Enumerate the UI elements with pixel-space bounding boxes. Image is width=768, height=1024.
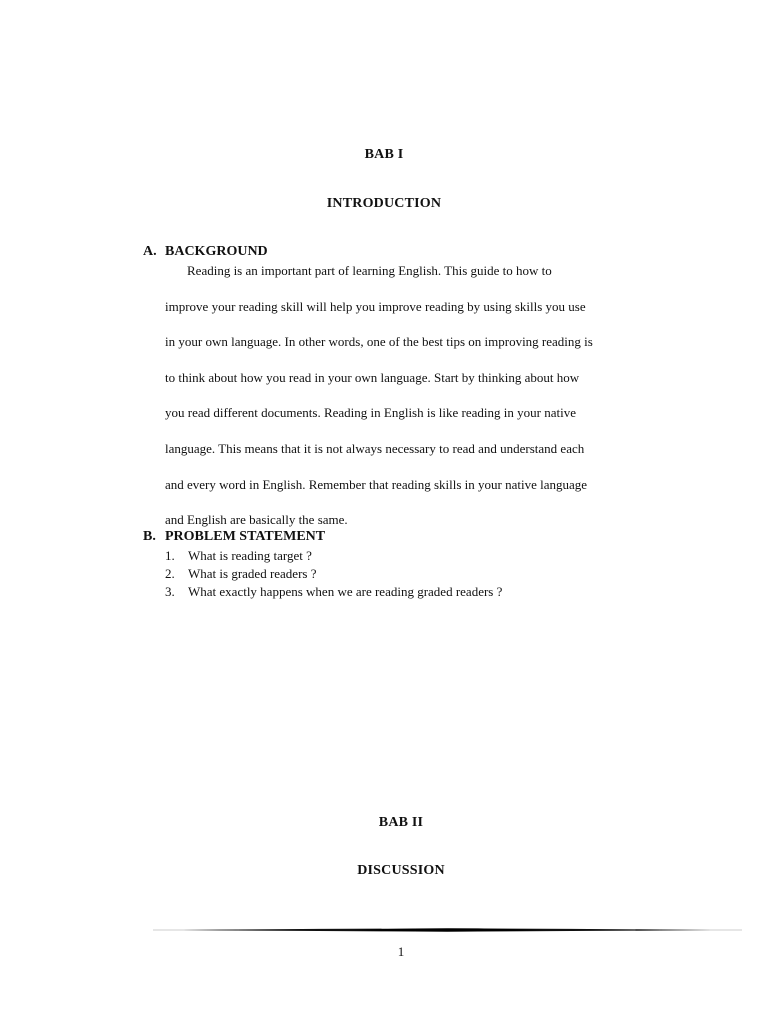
chapter-1-title: INTRODUCTION: [326, 196, 442, 211]
list-item: [165, 584, 502, 600]
section-a-heading: [143, 244, 268, 260]
section-a-title: BACKGROUND: [165, 244, 268, 259]
section-b-letter: B.: [143, 529, 156, 544]
list-item-text: What is reading target ?: [188, 548, 312, 563]
footer-divider: [153, 926, 742, 934]
list-item-number: 2.: [165, 566, 175, 581]
paragraph-line: and English are basically the same.: [165, 512, 348, 527]
paragraph-line: you read different documents. Reading in English is like reading in your native: [165, 405, 576, 420]
background-paragraph: [165, 263, 665, 533]
section-b-title: PROBLEM STATEMENT: [165, 529, 326, 544]
list-item: [165, 548, 312, 564]
chapter-1-label: BAB I: [364, 147, 404, 162]
list-item-text: What exactly happens when we are reading graded readers ?: [188, 584, 503, 599]
list-item-number: 1.: [165, 548, 175, 563]
paragraph-line: and every word in English. Remember that reading skills in your native language: [165, 477, 588, 492]
list-item-text: What is graded readers ?: [188, 566, 317, 581]
section-b-heading: [143, 529, 325, 545]
list-item-number: 3.: [165, 584, 175, 599]
list-item: [165, 566, 317, 582]
paragraph-line: Reading is an important part of learning English. This guide to how to: [187, 263, 552, 278]
section-a-letter: A.: [143, 244, 157, 259]
chapter-2-title: DISCUSSION: [357, 863, 445, 878]
paragraph-line: improve your reading skill will help you improve reading by using skills you use: [165, 299, 586, 314]
paragraph-line: to think about how you read in your own language. Start by thinking about how: [165, 370, 580, 385]
paragraph-line: language. This means that it is not always necessary to read and understand each: [165, 441, 585, 456]
chapter-2-label: BAB II: [378, 815, 424, 830]
paragraph-line: in your own language. In other words, one of the best tips on improving reading is: [165, 334, 593, 349]
page-number: 1: [397, 944, 405, 959]
